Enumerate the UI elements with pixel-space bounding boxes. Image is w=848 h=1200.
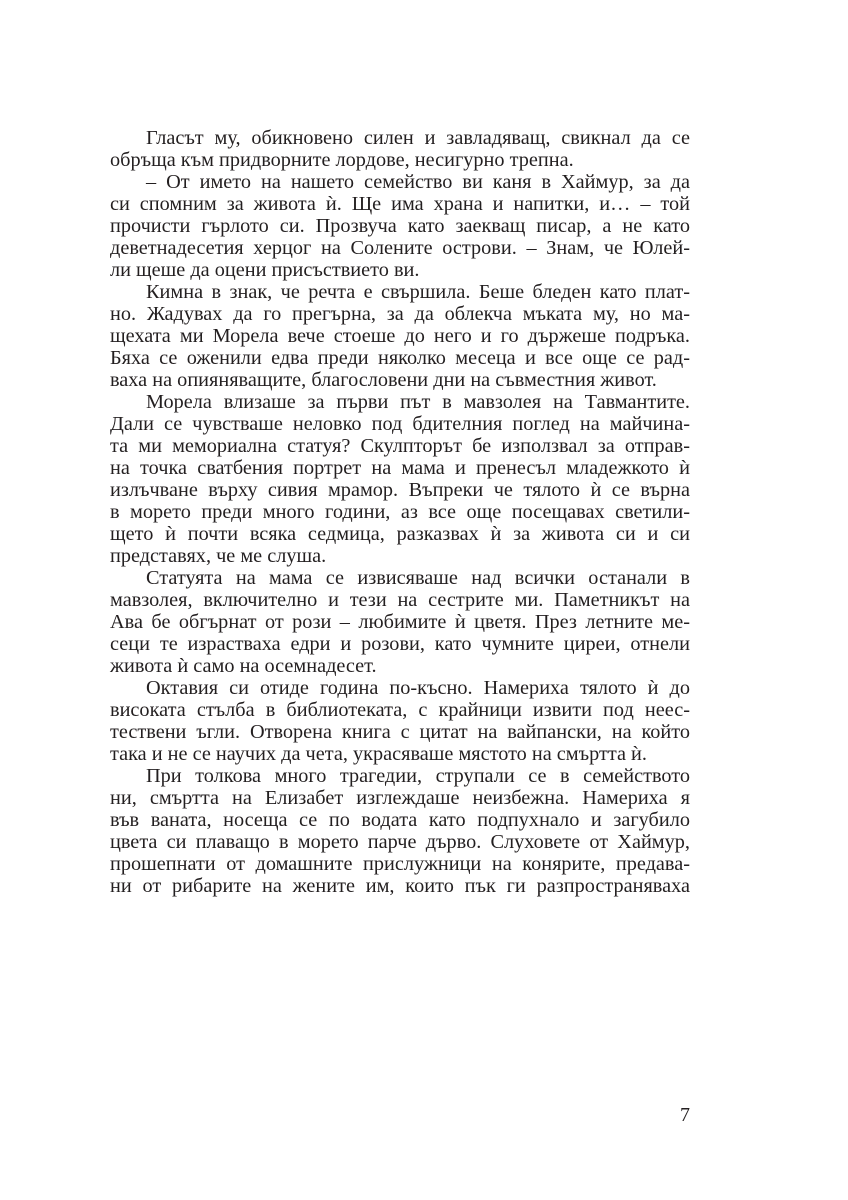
text-line: щето ѝ почти всяка седмица, разказвах ѝ за живота си и си [110,523,690,545]
text-line: представях, че ме слуша. [110,545,327,567]
paragraph-first-line: Кимна в знак, че речта е свършила. Беше бледен като плат- [146,281,690,303]
text-line: Бяха се оженили едва преди няколко месеца и все още се рад- [110,347,690,369]
text-line: във ваната, носеща се по водата като подпухнало и загубило [110,809,690,831]
text-line: в морето преди много години, аз все още посещавах светили- [110,501,690,523]
text-line: ни от рибарите на жените им, които пък ги разпространяваха [110,875,690,897]
text-line: на точка сватбения портрет на мама и пренесъл младежкото ѝ [110,457,690,479]
text-line: мавзолея, включително и тези на сестрите ми. Паметникът на [110,589,690,611]
text-line: прошепнати от домашните прислужници на конярите, предава- [110,853,690,875]
text-line: ли щеше да оцени присъствието ви. [110,259,420,281]
text-line: си спомним за живота ѝ. Ще има храна и напитки, и… – той [110,193,690,215]
text-line: щехата ми Морела вече стоеше до него и го държеше подръка. [110,325,690,347]
paragraph-first-line: Гласът му, обикновено силен и завладяващ, свикнал да се [146,127,690,149]
text-line: живота ѝ само на осемнадесет. [110,655,377,677]
text-line: цвета си плаващо в морето парче дърво. Слуховете от Хаймур, [110,831,690,853]
text-line: обръща към придворните лордове, несигурно трепна. [110,149,574,171]
paragraph-first-line: Морела влизаше за първи път в мавзолея на Тавмантите. [146,391,690,413]
paragraph-first-line: – От името на нашето семейство ви каня в Хаймур, за да [146,171,690,193]
text-line: прочисти гърлото си. Прозвуча като заекващ писар, а не като [110,215,690,237]
text-line: та ми мемориална статуя? Скулпторът бе използвал за отправ- [110,435,690,457]
paragraph-first-line: При толкова много трагедии, струпали се в семейството [146,765,690,787]
text-line: високата стълба в библиотеката, с крайници извити под неес- [110,699,690,721]
text-line: тествени ъгли. Отворена книга с цитат на вайпански, на който [110,721,690,743]
text-line: Ава бе обгърнат от рози – любимите ѝ цветя. През летните ме- [110,611,690,633]
paragraph-first-line: Статуята на мама се извисяваше над всички останали в [146,567,690,589]
text-line: сеци те израстваха едри и розови, като чумните циреи, отнели [110,633,690,655]
text-line: деветнадесетия херцог на Солените острови. – Знам, че Юлей- [110,237,690,259]
page-number: 7 [680,1104,690,1126]
paragraph-first-line: Октавия си отиде година по-късно. Намериха тялото ѝ до [146,677,690,699]
text-line: ни, смъртта на Елизабет изглеждаше неизбежна. Намериха я [110,787,690,809]
text-line: излъчване върху сивия мрамор. Въпреки че тялото ѝ се върна [110,479,690,501]
text-line: ваха на опияняващите, благословени дни на съвместния живот. [110,369,657,391]
text-line: но. Жадувах да го прегърна, за да облекча мъката му, но ма- [110,303,690,325]
body-text [110,127,690,897]
text-line: Дали се чувстваше неловко под бдителния поглед на майчина- [110,413,690,435]
text-line: така и не се научих да чета, украсяваше мястото на смъртта ѝ. [110,743,647,765]
